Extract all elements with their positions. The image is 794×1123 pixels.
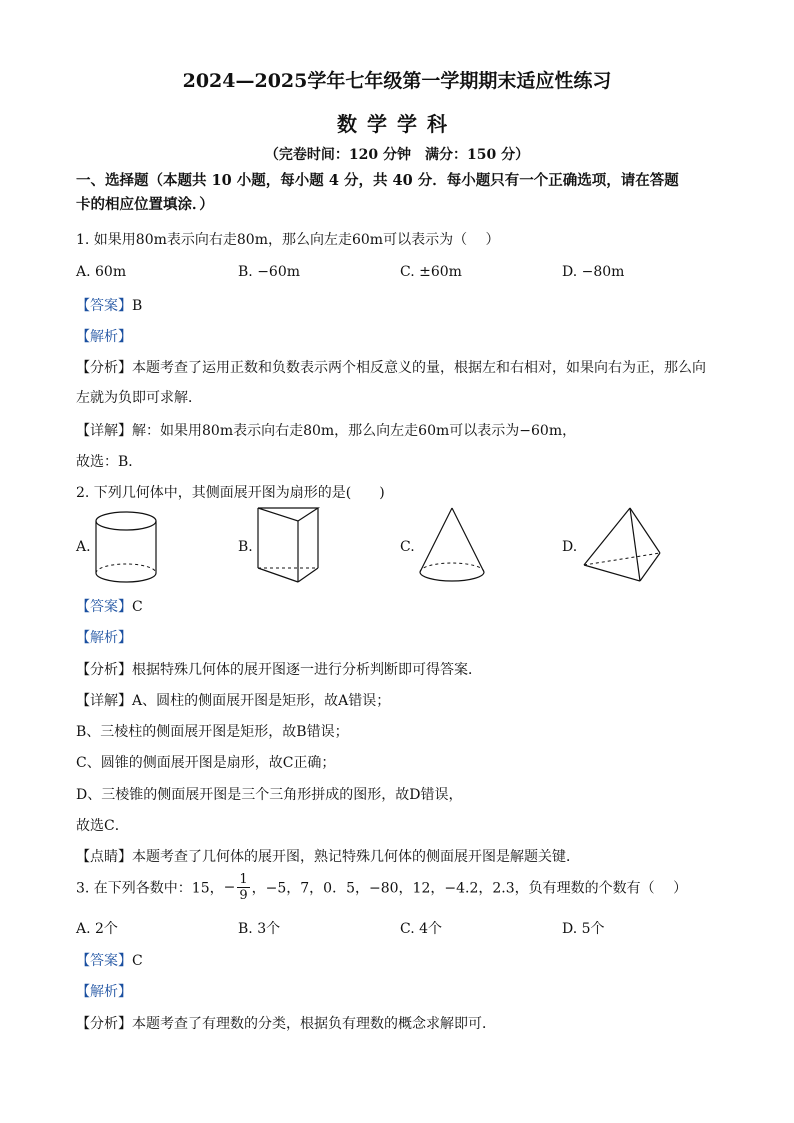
q2-detail-line-b: B、三棱柱的侧面展开图是矩形，故B错误； bbox=[76, 724, 349, 740]
q1-stem: 1. 如果用80m表示向右走80m，那么向左走60m可以表示为（ ） bbox=[76, 232, 500, 248]
q3-fraction-sign: − bbox=[223, 879, 236, 896]
q2-dianjing-row bbox=[76, 846, 580, 866]
q2-option-b-label: B. bbox=[238, 539, 253, 555]
q1-option-b: B. −60m bbox=[238, 264, 301, 280]
fenxi-tag: 【分析】 bbox=[76, 360, 132, 376]
q3-answer-row bbox=[76, 950, 143, 970]
q1-analysis-row bbox=[76, 326, 132, 346]
q1-fenxi-row bbox=[76, 357, 706, 377]
fenxi-tag: 【分析】 bbox=[76, 662, 132, 678]
cylinder-icon bbox=[92, 508, 162, 586]
q2-answer: C bbox=[132, 599, 143, 615]
q2-detail-line-d: D、三棱锥的侧面展开图是三个三角形拼成的图形，故D错误， bbox=[76, 787, 463, 803]
section-heading-line1: 一、选择题（本题共 10 小题，每小题 4 分，共 40 分．每小题只有一个正确选项，请在答题 bbox=[76, 172, 679, 189]
q2-option-c-label: C. bbox=[400, 539, 415, 555]
q2-option-a-label: A. bbox=[76, 539, 91, 555]
answer-tag: 【答案】 bbox=[76, 953, 132, 969]
q3-analysis-row bbox=[76, 981, 132, 1001]
q1-detail-row bbox=[76, 420, 576, 440]
q2-detail-row bbox=[76, 690, 390, 710]
q2-conclusion: 故选C． bbox=[76, 818, 129, 834]
dianjing-tag: 【点睛】 bbox=[76, 849, 132, 865]
q2-detail-line-a: A、圆柱的侧面展开图是矩形，故A错误； bbox=[132, 693, 391, 709]
q3-fraction bbox=[237, 872, 249, 903]
q1-option-d: D. −80m bbox=[562, 264, 625, 280]
q1-answer-row bbox=[76, 295, 142, 315]
analysis-tag: 【解析】 bbox=[76, 630, 132, 646]
q3-answer: C bbox=[132, 953, 143, 969]
q3-stem-prefix: 3. 在下列各数中：15， bbox=[76, 880, 224, 897]
fenxi-tag: 【分析】 bbox=[76, 1016, 132, 1032]
answer-tag: 【答案】 bbox=[76, 298, 132, 314]
q3-fraction-numerator: 1 bbox=[239, 872, 248, 887]
exam-info: （完卷时间：120 分钟 满分：150 分） bbox=[264, 147, 530, 163]
q3-fenxi: 本题考查了有理数的分类，根据负有理数的概念求解即可． bbox=[132, 1016, 496, 1032]
q3-stem bbox=[76, 872, 687, 903]
page-title: 2024—2025学年七年级第一学期期末适应性练习 bbox=[182, 70, 612, 92]
q2-option-d-label: D. bbox=[562, 539, 578, 555]
q3-fenxi-row bbox=[76, 1013, 496, 1033]
section-heading-line2: 卡的相应位置填涂．） bbox=[76, 196, 214, 213]
q1-fenxi-line2: 左就为负即可求解． bbox=[76, 390, 202, 406]
q1-fenxi-line1: 本题考查了运用正数和负数表示两个相反意义的量，根据左和右相对，如果向右为正，那么向 bbox=[132, 360, 706, 376]
q3-fraction-denominator: 9 bbox=[239, 888, 248, 903]
q2-dianjing: 本题考查了几何体的展开图，熟记特殊几何体的侧面展开图是解题关键． bbox=[132, 849, 580, 865]
q3-option-c: C. 4个 bbox=[400, 921, 443, 937]
q1-conclusion: 故选：B． bbox=[76, 454, 143, 470]
analysis-tag: 【解析】 bbox=[76, 329, 132, 345]
triangular-pyramid-icon bbox=[580, 505, 664, 585]
answer-tag: 【答案】 bbox=[76, 599, 132, 615]
analysis-tag: 【解析】 bbox=[76, 984, 132, 1000]
q2-stem: 2. 下列几何体中，其侧面展开图为扇形的是( ) bbox=[76, 485, 385, 501]
q2-fenxi-row bbox=[76, 659, 482, 679]
q1-option-c: C. ±60m bbox=[400, 264, 462, 280]
q3-option-a: A. 2个 bbox=[76, 921, 118, 937]
cone-icon bbox=[414, 505, 490, 587]
q3-stem-suffix: ，−5，7，0．5，−80，12，−4.2，2.3，负有理数的个数有（ ） bbox=[251, 880, 688, 897]
q2-fenxi: 根据特殊几何体的展开图逐一进行分析判断即可得答案． bbox=[132, 662, 482, 678]
q2-analysis-row bbox=[76, 627, 132, 647]
q3-option-d: D. 5个 bbox=[562, 921, 605, 937]
subject-title: 数学学科 bbox=[337, 112, 457, 136]
q3-option-b: B. 3个 bbox=[238, 921, 281, 937]
detail-tag: 【详解】 bbox=[76, 693, 132, 709]
q1-option-a: A. 60m bbox=[76, 264, 127, 280]
q1-detail: 解：如果用80m表示向右走80m，那么向左走60m可以表示为−60m， bbox=[132, 423, 577, 439]
triangular-prism-icon bbox=[254, 505, 324, 587]
q1-answer: B bbox=[132, 298, 143, 314]
q2-answer-row bbox=[76, 596, 143, 616]
detail-tag: 【详解】 bbox=[76, 423, 132, 439]
q2-detail-line-c: C、圆锥的侧面展开图是扇形，故C正确； bbox=[76, 755, 336, 771]
